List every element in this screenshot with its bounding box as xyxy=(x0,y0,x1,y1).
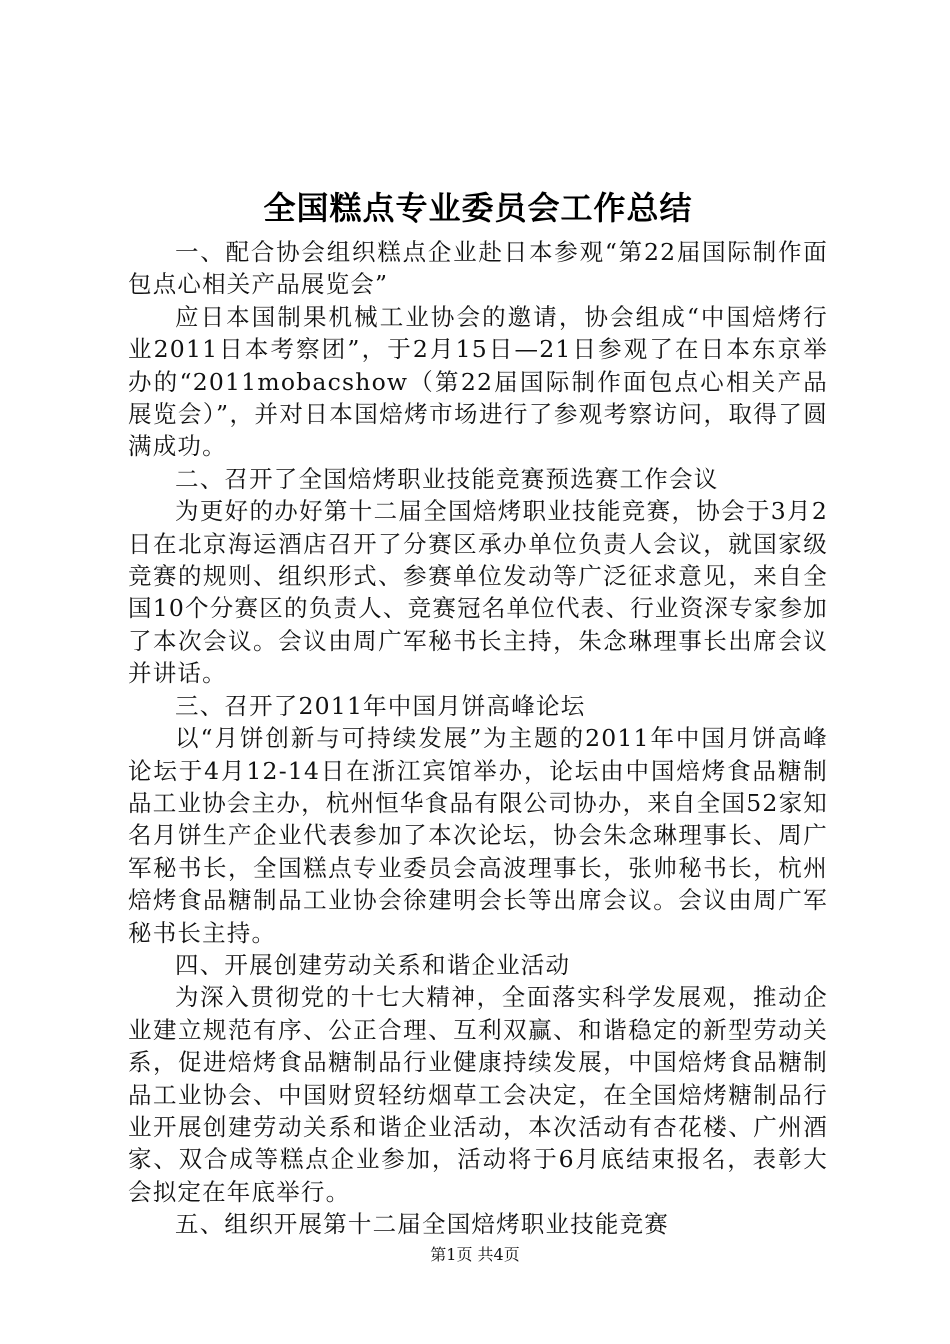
section-heading-1: 一、配合协会组织糕点企业赴日本参观“第22届国际制作面包点心相关产品展览会” xyxy=(128,238,828,299)
section-heading-3: 三、召开了2011年中国月饼高峰论坛 xyxy=(175,691,586,720)
paragraph: 为更好的办好第十二届全国焙烤职业技能竞赛，协会于3月2日在北京海运酒店召开了分赛区承办单位负责人会议，就国家级竞赛的规则、组织形式、参赛单位发动等广泛征求意见，来自全国10个分赛区的负责人、竞赛冠名单位代表、行业资深专家参加了本次会议。会议由周广军秘书长主持，朱念琳理事长出席会议并讲话。 xyxy=(128,497,828,688)
section-heading-4: 四、开展创建劳动关系和谐企业活动 xyxy=(175,950,571,979)
paragraph: 应日本国制果机械工业协会的邀请，协会组成“中国焙烤行业2011日本考察团”，于2月15日—21日参观了在日本东京举办的“2011mobacshow（第22届国际制作面包点心相关产品展览会）”，并对日本国焙烤市场进行了参观考察访问，取得了圆满成功。 xyxy=(128,302,828,461)
section-heading-5: 五、组织开展第十二届全国焙烤职业技能竞赛 xyxy=(175,1210,669,1239)
paragraph: 为深入贯彻党的十七大精神，全面落实科学发展观，推动企业建立规范有序、公正合理、互利双赢、和谐稳定的新型劳动关系，促进焙烤食品糖制品行业健康持续发展，中国焙烤食品糖制品工业协会、中国财贸轻纺烟草工会决定，在全国焙烤糖制品行业开展创建劳动关系和谐企业活动，本次活动有杏花楼、广州酒家、双合成等糕点企业参加，活动将于6月底结束报名，表彰大会拟定在年底举行。 xyxy=(128,983,828,1206)
paragraph: 以“月饼创新与可持续发展”为主题的2011年中国月饼高峰论坛于4月12-14日在浙江宾馆举办，论坛由中国焙烤食品糖制品工业协会主办，杭州恒华食品有限公司协办，来自全国52家知名月饼生产企业代表参加了本次论坛，协会朱念琳理事长、周广军秘书长，全国糕点专业委员会高波理事长，张帅秘书长，杭州焙烤食品糖制品工业协会徐建明会长等出席会议。会议由周广军秘书长主持。 xyxy=(128,724,828,947)
document-body xyxy=(128,186,828,1241)
document-title: 全国糕点专业委员会工作总结 xyxy=(263,189,693,227)
section-heading-2: 二、召开了全国焙烤职业技能竞赛预选赛工作会议 xyxy=(175,464,719,493)
page-footer: 第1页 共4页 xyxy=(430,1245,520,1264)
